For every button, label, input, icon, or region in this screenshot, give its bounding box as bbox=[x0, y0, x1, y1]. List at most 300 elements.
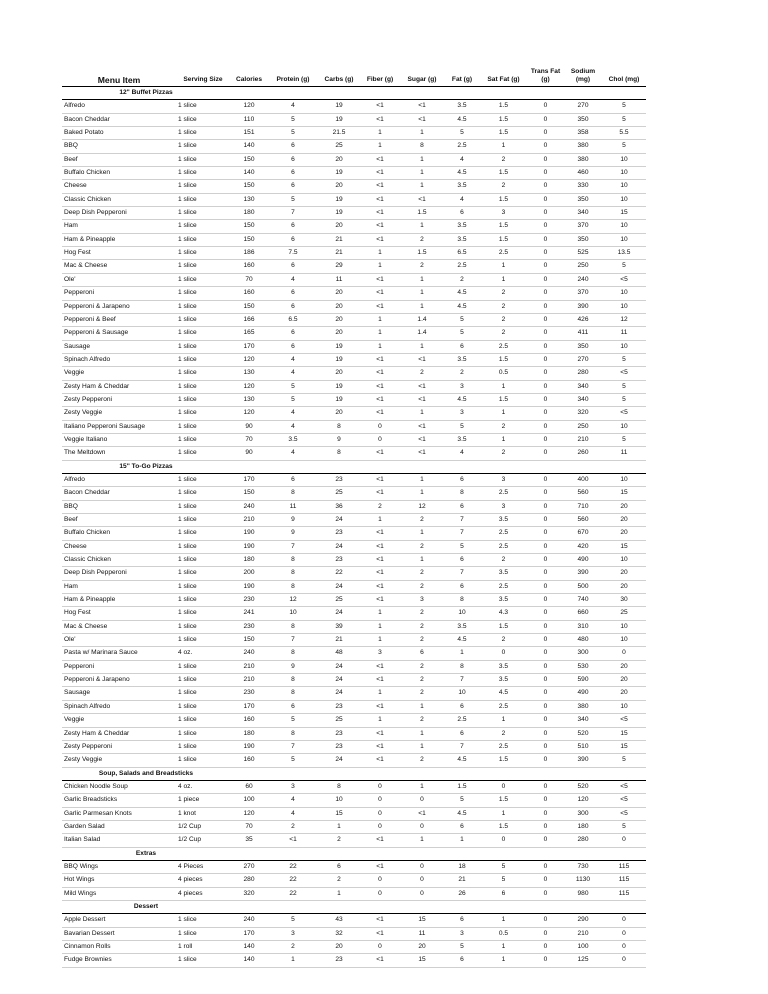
cell-menu-item: Beef bbox=[62, 514, 176, 527]
section-spacer-cell bbox=[360, 460, 400, 473]
cell-menu-item: Italian Salad bbox=[62, 834, 176, 847]
cell-sugar: 1 bbox=[400, 180, 444, 193]
cell-sat-fat: 2 bbox=[480, 327, 527, 340]
cell-trans-fat: 0 bbox=[527, 313, 564, 326]
cell-menu-item: Baked Potato bbox=[62, 127, 176, 140]
cell-trans-fat: 0 bbox=[527, 700, 564, 713]
cell-carbs: 1 bbox=[318, 820, 360, 833]
cell-sodium: 380 bbox=[564, 700, 602, 713]
header-row bbox=[62, 62, 646, 87]
cell-calories: 270 bbox=[230, 860, 268, 873]
cell-sat-fat: 4.3 bbox=[480, 607, 527, 620]
cell-menu-item: Alfredo bbox=[62, 473, 176, 486]
cell-protein: 5 bbox=[268, 914, 318, 927]
cell-sat-fat: 2 bbox=[480, 554, 527, 567]
cell-sugar: 1 bbox=[400, 473, 444, 486]
cell-sugar: 1 bbox=[400, 340, 444, 353]
table-row bbox=[62, 433, 646, 446]
cell-protein: 8 bbox=[268, 554, 318, 567]
cell-calories: 150 bbox=[230, 300, 268, 313]
cell-serving-size: 4 Pieces bbox=[176, 860, 230, 873]
cell-fiber: 0 bbox=[360, 807, 400, 820]
cell-sodium: 100 bbox=[564, 941, 602, 954]
cell-carbs: 48 bbox=[318, 647, 360, 660]
table-row bbox=[62, 594, 646, 607]
cell-sodium: 340 bbox=[564, 393, 602, 406]
cell-sat-fat: 2.5 bbox=[480, 580, 527, 593]
cell-sat-fat: 2.5 bbox=[480, 527, 527, 540]
cell-sugar: <1 bbox=[400, 433, 444, 446]
cell-sat-fat: 3 bbox=[480, 473, 527, 486]
cell-sugar: <1 bbox=[400, 100, 444, 113]
section-title: Dessert bbox=[62, 900, 230, 913]
table-row bbox=[62, 233, 646, 246]
table-row bbox=[62, 514, 646, 527]
cell-fiber: <1 bbox=[360, 393, 400, 406]
cell-serving-size: 1 slice bbox=[176, 340, 230, 353]
section-spacer-cell bbox=[400, 87, 444, 100]
section-header-row bbox=[62, 460, 646, 473]
cell-chol: 5 bbox=[602, 754, 646, 767]
cell-sat-fat: 1.5 bbox=[480, 620, 527, 633]
section-spacer-cell bbox=[400, 900, 444, 913]
section-spacer-cell bbox=[268, 847, 318, 860]
cell-menu-item: Zesty Ham & Cheddar bbox=[62, 727, 176, 740]
cell-protein: 8 bbox=[268, 647, 318, 660]
cell-protein: 4 bbox=[268, 447, 318, 460]
table-row bbox=[62, 887, 646, 900]
cell-fat: 7 bbox=[444, 567, 480, 580]
col-header-fat: Fat (g) bbox=[444, 62, 480, 87]
cell-sodium: 400 bbox=[564, 473, 602, 486]
cell-protein: 11 bbox=[268, 500, 318, 513]
table-row bbox=[62, 754, 646, 767]
nutrition-sheet bbox=[62, 62, 646, 968]
cell-serving-size: 1 slice bbox=[176, 260, 230, 273]
cell-sugar: 0 bbox=[400, 874, 444, 887]
cell-fat: 6 bbox=[444, 820, 480, 833]
cell-carbs: 19 bbox=[318, 113, 360, 126]
cell-fiber: 1 bbox=[360, 327, 400, 340]
cell-sugar: 15 bbox=[400, 914, 444, 927]
cell-serving-size: 1 slice bbox=[176, 580, 230, 593]
table-row bbox=[62, 220, 646, 233]
cell-serving-size: 1/2 Cup bbox=[176, 820, 230, 833]
cell-fat: 2 bbox=[444, 273, 480, 286]
cell-sat-fat: 1.5 bbox=[480, 127, 527, 140]
col-header-menu-item: Menu Item bbox=[62, 62, 176, 87]
cell-sugar: 1 bbox=[400, 740, 444, 753]
cell-serving-size: 1 slice bbox=[176, 140, 230, 153]
cell-menu-item: Ole' bbox=[62, 273, 176, 286]
cell-serving-size: 1/2 Cup bbox=[176, 834, 230, 847]
cell-chol: 5 bbox=[602, 100, 646, 113]
cell-calories: 280 bbox=[230, 874, 268, 887]
cell-sodium: 411 bbox=[564, 327, 602, 340]
cell-fat: 4.5 bbox=[444, 167, 480, 180]
cell-sat-fat: 1 bbox=[480, 914, 527, 927]
cell-trans-fat: 0 bbox=[527, 914, 564, 927]
cell-carbs: 23 bbox=[318, 740, 360, 753]
cell-fiber: 1 bbox=[360, 620, 400, 633]
cell-serving-size: 1 slice bbox=[176, 607, 230, 620]
cell-menu-item: Italiano Pepperoni Sausage bbox=[62, 420, 176, 433]
cell-serving-size: 1 slice bbox=[176, 113, 230, 126]
cell-chol: 15 bbox=[602, 740, 646, 753]
cell-sat-fat: 2 bbox=[480, 300, 527, 313]
cell-sat-fat: 0 bbox=[480, 780, 527, 793]
cell-carbs: 19 bbox=[318, 340, 360, 353]
cell-menu-item: Mac & Cheese bbox=[62, 620, 176, 633]
section-spacer-cell bbox=[444, 460, 480, 473]
cell-fat: 5 bbox=[444, 313, 480, 326]
cell-protein: 6 bbox=[268, 260, 318, 273]
cell-chol: 20 bbox=[602, 500, 646, 513]
cell-menu-item: Garlic Parmesan Knots bbox=[62, 807, 176, 820]
cell-trans-fat: 0 bbox=[527, 407, 564, 420]
cell-protein: 1 bbox=[268, 954, 318, 967]
cell-sodium: 670 bbox=[564, 527, 602, 540]
table-row bbox=[62, 834, 646, 847]
cell-sat-fat: 2 bbox=[480, 313, 527, 326]
cell-sodium: 590 bbox=[564, 674, 602, 687]
cell-carbs: 19 bbox=[318, 380, 360, 393]
cell-chol: 25 bbox=[602, 607, 646, 620]
cell-calories: 70 bbox=[230, 433, 268, 446]
section-spacer-cell bbox=[318, 460, 360, 473]
cell-trans-fat: 0 bbox=[527, 153, 564, 166]
cell-carbs: 11 bbox=[318, 273, 360, 286]
cell-fiber: <1 bbox=[360, 927, 400, 940]
cell-sugar: <1 bbox=[400, 393, 444, 406]
cell-serving-size: 1 slice bbox=[176, 327, 230, 340]
cell-fiber: <1 bbox=[360, 407, 400, 420]
cell-sat-fat: 1.5 bbox=[480, 233, 527, 246]
cell-carbs: 32 bbox=[318, 927, 360, 940]
cell-serving-size: 1 slice bbox=[176, 700, 230, 713]
cell-fiber: <1 bbox=[360, 300, 400, 313]
section-title: 12" Buffet Pizzas bbox=[62, 87, 230, 100]
cell-sat-fat: 2 bbox=[480, 634, 527, 647]
cell-calories: 35 bbox=[230, 834, 268, 847]
table-row bbox=[62, 567, 646, 580]
cell-trans-fat: 0 bbox=[527, 594, 564, 607]
section-spacer-cell bbox=[318, 900, 360, 913]
cell-menu-item: Ham & Pineapple bbox=[62, 233, 176, 246]
cell-protein: 6 bbox=[268, 473, 318, 486]
cell-fat: 3.5 bbox=[444, 353, 480, 366]
section-spacer-cell bbox=[444, 900, 480, 913]
cell-carbs: 19 bbox=[318, 353, 360, 366]
cell-fiber: <1 bbox=[360, 180, 400, 193]
cell-sodium: 370 bbox=[564, 220, 602, 233]
cell-carbs: 24 bbox=[318, 580, 360, 593]
cell-trans-fat: 0 bbox=[527, 580, 564, 593]
section-spacer-cell bbox=[230, 900, 268, 913]
cell-menu-item: Alfredo bbox=[62, 100, 176, 113]
cell-fat: 26 bbox=[444, 887, 480, 900]
cell-serving-size: 1 slice bbox=[176, 393, 230, 406]
table-row bbox=[62, 820, 646, 833]
cell-fiber: <1 bbox=[360, 740, 400, 753]
section-header-row bbox=[62, 87, 646, 100]
cell-sat-fat: 0.5 bbox=[480, 367, 527, 380]
cell-fiber: 1 bbox=[360, 634, 400, 647]
cell-menu-item: Garlic Breadsticks bbox=[62, 794, 176, 807]
cell-sat-fat: 1.5 bbox=[480, 167, 527, 180]
cell-chol: 10 bbox=[602, 473, 646, 486]
cell-chol: 20 bbox=[602, 527, 646, 540]
cell-fiber: <1 bbox=[360, 540, 400, 553]
table-row bbox=[62, 340, 646, 353]
cell-calories: 130 bbox=[230, 393, 268, 406]
cell-protein: 8 bbox=[268, 567, 318, 580]
cell-trans-fat: 0 bbox=[527, 447, 564, 460]
section-spacer-cell bbox=[318, 87, 360, 100]
cell-calories: 150 bbox=[230, 220, 268, 233]
cell-serving-size: 1 slice bbox=[176, 193, 230, 206]
cell-fat: 3 bbox=[444, 380, 480, 393]
cell-fiber: <1 bbox=[360, 914, 400, 927]
cell-serving-size: 1 slice bbox=[176, 180, 230, 193]
cell-trans-fat: 0 bbox=[527, 233, 564, 246]
cell-fiber: <1 bbox=[360, 287, 400, 300]
cell-carbs: 19 bbox=[318, 167, 360, 180]
cell-chol: 10 bbox=[602, 420, 646, 433]
cell-protein: 4 bbox=[268, 807, 318, 820]
cell-carbs: 8 bbox=[318, 780, 360, 793]
cell-fat: 2.5 bbox=[444, 140, 480, 153]
cell-fiber: 3 bbox=[360, 647, 400, 660]
cell-fat: 7 bbox=[444, 674, 480, 687]
cell-carbs: 20 bbox=[318, 153, 360, 166]
cell-fiber: <1 bbox=[360, 487, 400, 500]
cell-fiber: 0 bbox=[360, 420, 400, 433]
cell-sodium: 280 bbox=[564, 834, 602, 847]
cell-trans-fat: 0 bbox=[527, 193, 564, 206]
cell-serving-size: 1 slice bbox=[176, 727, 230, 740]
cell-chol: 15 bbox=[602, 207, 646, 220]
cell-protein: 7 bbox=[268, 540, 318, 553]
cell-trans-fat: 0 bbox=[527, 380, 564, 393]
cell-trans-fat: 0 bbox=[527, 954, 564, 967]
cell-serving-size: 1 slice bbox=[176, 127, 230, 140]
cell-menu-item: Classic Chicken bbox=[62, 554, 176, 567]
table-row bbox=[62, 273, 646, 286]
section-title: Soup, Salads and Breadsticks bbox=[62, 767, 230, 780]
cell-menu-item: Buffalo Chicken bbox=[62, 167, 176, 180]
cell-calories: 60 bbox=[230, 780, 268, 793]
cell-calories: 320 bbox=[230, 887, 268, 900]
cell-fiber: 0 bbox=[360, 433, 400, 446]
cell-protein: 6 bbox=[268, 167, 318, 180]
cell-protein: 3.5 bbox=[268, 433, 318, 446]
table-row bbox=[62, 393, 646, 406]
cell-carbs: 15 bbox=[318, 807, 360, 820]
cell-menu-item: Hot Wings bbox=[62, 874, 176, 887]
cell-trans-fat: 0 bbox=[527, 554, 564, 567]
cell-serving-size: 1 slice bbox=[176, 954, 230, 967]
cell-menu-item: Veggie Italiano bbox=[62, 433, 176, 446]
cell-sodium: 120 bbox=[564, 794, 602, 807]
cell-sat-fat: 1 bbox=[480, 807, 527, 820]
cell-fiber: <1 bbox=[360, 220, 400, 233]
cell-fat: 6 bbox=[444, 207, 480, 220]
cell-sat-fat: 2.5 bbox=[480, 247, 527, 260]
cell-calories: 120 bbox=[230, 807, 268, 820]
section-spacer-cell bbox=[602, 87, 646, 100]
cell-protein: <1 bbox=[268, 834, 318, 847]
cell-carbs: 20 bbox=[318, 313, 360, 326]
table-row bbox=[62, 300, 646, 313]
cell-protein: 5 bbox=[268, 380, 318, 393]
table-row bbox=[62, 420, 646, 433]
cell-fiber: 0 bbox=[360, 794, 400, 807]
cell-sat-fat: 1 bbox=[480, 407, 527, 420]
cell-carbs: 20 bbox=[318, 327, 360, 340]
cell-sodium: 260 bbox=[564, 447, 602, 460]
cell-sodium: 340 bbox=[564, 714, 602, 727]
cell-menu-item: Pasta w/ Marinara Sauce bbox=[62, 647, 176, 660]
cell-sodium: 520 bbox=[564, 727, 602, 740]
cell-protein: 6 bbox=[268, 233, 318, 246]
cell-carbs: 23 bbox=[318, 954, 360, 967]
cell-protein: 5 bbox=[268, 754, 318, 767]
table-row bbox=[62, 473, 646, 486]
cell-sat-fat: 0.5 bbox=[480, 927, 527, 940]
cell-protein: 2 bbox=[268, 941, 318, 954]
cell-chol: 5 bbox=[602, 393, 646, 406]
section-spacer-cell bbox=[527, 460, 564, 473]
cell-calories: 120 bbox=[230, 353, 268, 366]
cell-protein: 4 bbox=[268, 367, 318, 380]
cell-serving-size: 1 slice bbox=[176, 447, 230, 460]
cell-sat-fat: 1.5 bbox=[480, 220, 527, 233]
section-spacer-cell bbox=[564, 847, 602, 860]
cell-calories: 120 bbox=[230, 407, 268, 420]
cell-protein: 6 bbox=[268, 700, 318, 713]
cell-calories: 151 bbox=[230, 127, 268, 140]
cell-fat: 21 bbox=[444, 874, 480, 887]
cell-sugar: 1 bbox=[400, 834, 444, 847]
cell-sugar: 1 bbox=[400, 527, 444, 540]
cell-carbs: 20 bbox=[318, 180, 360, 193]
cell-calories: 160 bbox=[230, 260, 268, 273]
cell-fat: 8 bbox=[444, 487, 480, 500]
cell-fiber: <1 bbox=[360, 113, 400, 126]
cell-sugar: 12 bbox=[400, 500, 444, 513]
cell-sat-fat: 2 bbox=[480, 153, 527, 166]
cell-protein: 8 bbox=[268, 687, 318, 700]
cell-menu-item: Pepperoni bbox=[62, 660, 176, 673]
cell-calories: 210 bbox=[230, 674, 268, 687]
cell-chol: 20 bbox=[602, 567, 646, 580]
cell-fat: 2.5 bbox=[444, 714, 480, 727]
cell-fiber: <1 bbox=[360, 727, 400, 740]
cell-menu-item: Beef bbox=[62, 153, 176, 166]
cell-serving-size: 1 slice bbox=[176, 380, 230, 393]
cell-protein: 5 bbox=[268, 393, 318, 406]
cell-calories: 140 bbox=[230, 140, 268, 153]
cell-chol: 5 bbox=[602, 353, 646, 366]
cell-sat-fat: 2.5 bbox=[480, 740, 527, 753]
cell-chol: 5 bbox=[602, 113, 646, 126]
table-row bbox=[62, 807, 646, 820]
cell-chol: 115 bbox=[602, 860, 646, 873]
cell-trans-fat: 0 bbox=[527, 820, 564, 833]
cell-fat: 10 bbox=[444, 687, 480, 700]
cell-fiber: 1 bbox=[360, 313, 400, 326]
cell-fat: 7 bbox=[444, 527, 480, 540]
cell-sodium: 420 bbox=[564, 540, 602, 553]
cell-fat: 3.5 bbox=[444, 433, 480, 446]
cell-sodium: 500 bbox=[564, 580, 602, 593]
cell-trans-fat: 0 bbox=[527, 607, 564, 620]
cell-sodium: 460 bbox=[564, 167, 602, 180]
cell-fat: 3.5 bbox=[444, 220, 480, 233]
cell-fat: 4 bbox=[444, 153, 480, 166]
cell-trans-fat: 0 bbox=[527, 514, 564, 527]
cell-sodium: 350 bbox=[564, 233, 602, 246]
cell-serving-size: 1 slice bbox=[176, 100, 230, 113]
cell-chol: 5 bbox=[602, 433, 646, 446]
cell-calories: 190 bbox=[230, 540, 268, 553]
cell-sat-fat: 1.5 bbox=[480, 193, 527, 206]
cell-trans-fat: 0 bbox=[527, 927, 564, 940]
cell-trans-fat: 0 bbox=[527, 287, 564, 300]
cell-serving-size: 4 pieces bbox=[176, 874, 230, 887]
cell-serving-size: 1 slice bbox=[176, 287, 230, 300]
cell-protein: 8 bbox=[268, 487, 318, 500]
cell-serving-size: 1 slice bbox=[176, 313, 230, 326]
cell-chol: <5 bbox=[602, 780, 646, 793]
cell-menu-item: BBQ Wings bbox=[62, 860, 176, 873]
table-row bbox=[62, 780, 646, 793]
table-row bbox=[62, 353, 646, 366]
cell-calories: 240 bbox=[230, 914, 268, 927]
cell-trans-fat: 0 bbox=[527, 780, 564, 793]
cell-sodium: 210 bbox=[564, 433, 602, 446]
col-header-trans-fat: Trans Fat (g) bbox=[527, 62, 564, 87]
cell-menu-item: The Meltdown bbox=[62, 447, 176, 460]
table-row bbox=[62, 714, 646, 727]
cell-carbs: 43 bbox=[318, 914, 360, 927]
cell-fat: 3.5 bbox=[444, 180, 480, 193]
table-row bbox=[62, 407, 646, 420]
cell-sodium: 358 bbox=[564, 127, 602, 140]
cell-fat: 6 bbox=[444, 954, 480, 967]
cell-fat: 4.5 bbox=[444, 300, 480, 313]
col-header-chol: Chol (mg) bbox=[602, 62, 646, 87]
cell-protein: 7 bbox=[268, 207, 318, 220]
cell-chol: 20 bbox=[602, 580, 646, 593]
cell-menu-item: Ole' bbox=[62, 634, 176, 647]
cell-serving-size: 1 slice bbox=[176, 300, 230, 313]
cell-protein: 6 bbox=[268, 327, 318, 340]
cell-serving-size: 1 roll bbox=[176, 941, 230, 954]
cell-protein: 5 bbox=[268, 193, 318, 206]
cell-sodium: 510 bbox=[564, 740, 602, 753]
cell-menu-item: Ham & Pineapple bbox=[62, 594, 176, 607]
cell-protein: 6.5 bbox=[268, 313, 318, 326]
cell-carbs: 8 bbox=[318, 447, 360, 460]
cell-sugar: 1.5 bbox=[400, 247, 444, 260]
cell-sugar: <1 bbox=[400, 420, 444, 433]
cell-sugar: 2 bbox=[400, 660, 444, 673]
cell-calories: 170 bbox=[230, 473, 268, 486]
cell-calories: 150 bbox=[230, 487, 268, 500]
cell-fat: 3 bbox=[444, 407, 480, 420]
